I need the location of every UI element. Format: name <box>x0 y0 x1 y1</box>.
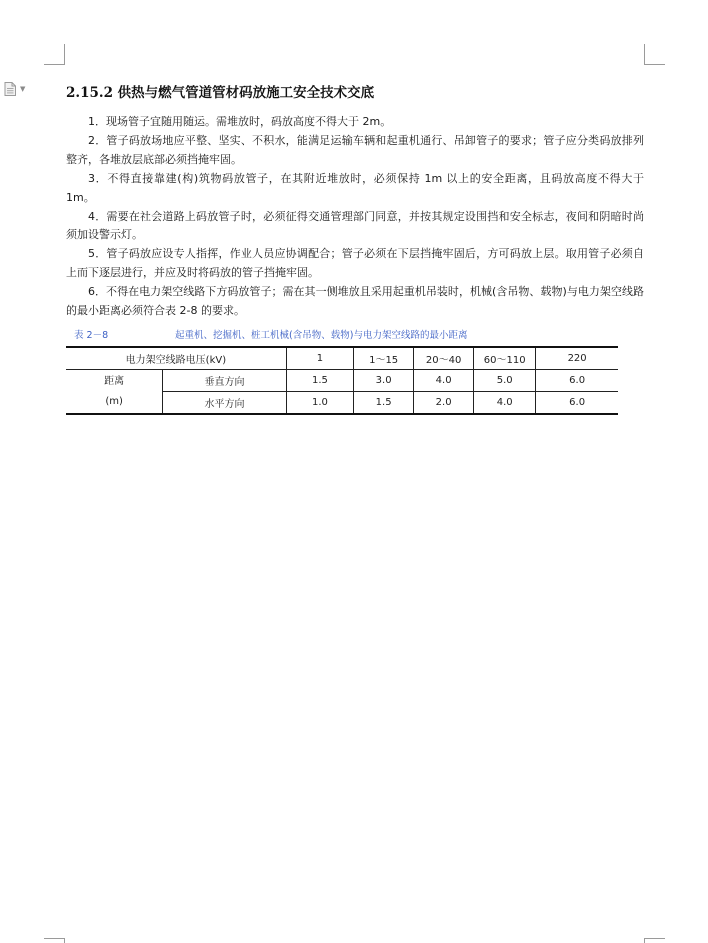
voltage-header-label: 电力架空线路电压(kV) <box>66 347 286 370</box>
table-header-row <box>66 347 618 370</box>
table-caption <box>74 327 634 341</box>
paragraph: 5．管子码放应设专人指挥，作业人员应协调配合；管子必须在下层挡掩牢固后，方可码放上层。取用管子必须自上而下逐层进行，并应及时将码放的管子挡掩牢固。 <box>66 247 644 280</box>
direction-label: 垂直方向 <box>163 370 287 392</box>
voltage-cell: 1 <box>286 347 353 370</box>
distance-value: 4.0 <box>474 392 536 415</box>
distance-value: 4.0 <box>414 370 474 392</box>
chevron-down-icon: ▼ <box>20 84 26 93</box>
paragraph: 4．需要在社会道路上码放管子时，必须征得交通管理部门同意，并按其规定设围挡和安全标志，夜间和阴暗时尚须加设警示灯。 <box>66 209 644 242</box>
table-number: 表 2－8 <box>74 330 109 341</box>
body-text <box>66 113 644 321</box>
table-row <box>66 370 618 392</box>
direction-label: 水平方向 <box>163 392 287 415</box>
table-caption-title: 起重机、挖掘机、桩工机械(含吊物、载物)与电力架空线路的最小距离 <box>175 330 468 341</box>
distance-value: 1.5 <box>354 392 414 415</box>
voltage-cell: 60～110 <box>474 347 536 370</box>
document-marker[interactable] <box>4 82 25 96</box>
distance-value: 1.0 <box>286 392 353 415</box>
paragraph: 1．现场管子宜随用随运。需堆放时，码放高度不得大于 2m。 <box>88 115 392 128</box>
distance-table <box>66 346 618 415</box>
voltage-cell: 220 <box>536 347 618 370</box>
crop-mark-top-left <box>44 44 65 65</box>
document-icon <box>4 82 16 96</box>
paragraph: 6．不得在电力架空线路下方码放管子；需在其一侧堆放且采用起重机吊装时，机械(含吊物、载物)与电力架空线路的最小距离必须符合表 2-8 的要求。 <box>66 285 644 318</box>
paragraph: 3．不得直接靠建(构)筑物码放管子，在其附近堆放时，必须保持 1m 以上的安全距离，且码放高度不得大于 1m。 <box>66 171 644 204</box>
section-title: 2.15.2 供热与燃气管道管材码放施工安全技术交底 <box>66 85 375 101</box>
paragraph: 2．管子码放场地应平整、坚实、不积水，能满足运输车辆和起重机通行、吊卸管子的要求；管子应分类码放排列整齐，各堆放层底部必须挡掩牢固。 <box>66 133 644 166</box>
distance-label: 距离 <box>104 375 125 387</box>
distance-value: 3.0 <box>354 370 414 392</box>
distance-unit: (m) <box>105 395 123 407</box>
voltage-cell: 20～40 <box>414 347 474 370</box>
distance-group-label <box>66 370 163 415</box>
distance-value: 2.0 <box>414 392 474 415</box>
distance-value: 5.0 <box>474 370 536 392</box>
crop-mark-top-right <box>644 44 665 65</box>
distance-value: 1.5 <box>286 370 353 392</box>
voltage-cell: 1～15 <box>354 347 414 370</box>
distance-value: 6.0 <box>536 392 618 415</box>
distance-value: 6.0 <box>536 370 618 392</box>
